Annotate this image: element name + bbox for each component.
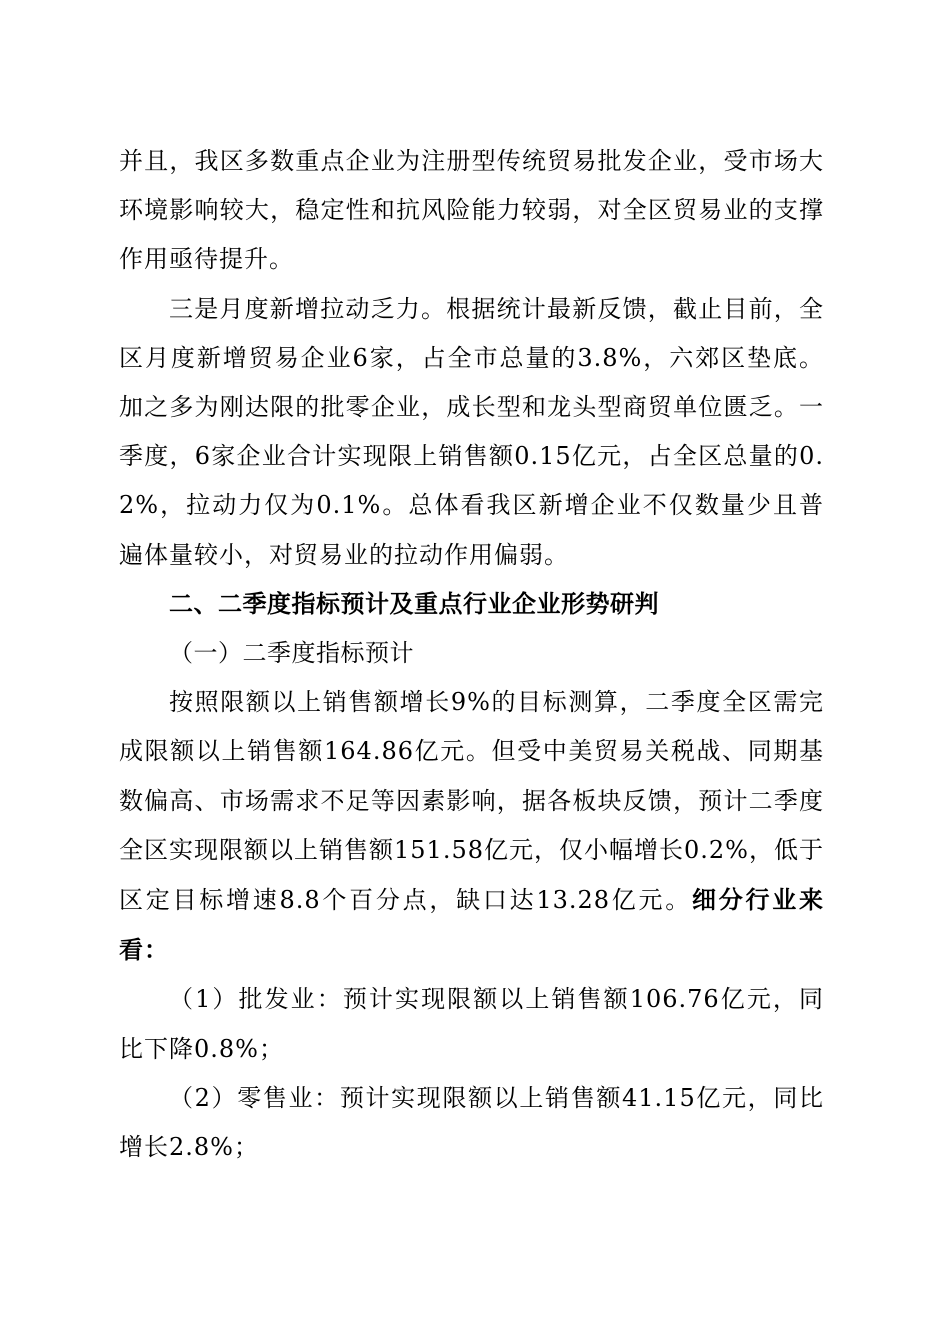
paragraph-q2-forecast: [119, 678, 824, 975]
section-heading: 二、二季度指标预计及重点行业企业形势研判: [169, 589, 659, 618]
subsection-heading: （一）二季度指标预计: [169, 639, 414, 668]
paragraph-bold-phrase: 细分行业来看：: [119, 885, 825, 965]
paragraph-retail: （2）零售业：预计实现限额以上销售额41.15亿元，同比增长2.8%；: [119, 1083, 824, 1162]
paragraph-body-text: 按照限额以上销售额增长9%的目标测算，二季度全区需完成限额以上销售额164.86亿元。但受中美贸易关税战、同期基数偏高、市场需求不足等因素影响，据各板块反馈，预计二季度全区实现限额以上销售额151.58亿元，仅小幅增长0.2%，低于区定目标增速8.8个百分点，缺口达13.28亿元。: [119, 688, 824, 915]
paragraph-trade-enterprises: 并且，我区多数重点企业为注册型传统贸易批发企业，受市场大环境影响较大，稳定性和抗风险能力较弱，对全区贸易业的支撑作用亟待提升。: [119, 147, 824, 274]
document-body: [119, 137, 824, 1172]
paragraph-lead-phrase: 三是月度新增拉动乏力。: [169, 294, 447, 323]
paragraph-monthly-new: [119, 285, 824, 580]
paragraph-wholesale: （1）批发业：预计实现限额以上销售额106.76亿元，同比下降0.8%；: [119, 985, 824, 1063]
paragraph-body-text: 根据统计最新反馈，截止目前，全区月度新增贸易企业6家，占全市总量的3.8%，六郊区垫底。加之多为刚达限的批零企业，成长型和龙头型商贸单位匮乏。一季度，6家企业合计实现限上销售额0.15亿元，占全区总量的0.2%，拉动力仅为0.1%。总体看我区新增企业不仅数量少且普遍体量较小，对贸易业的拉动作用偏弱。: [119, 294, 825, 569]
